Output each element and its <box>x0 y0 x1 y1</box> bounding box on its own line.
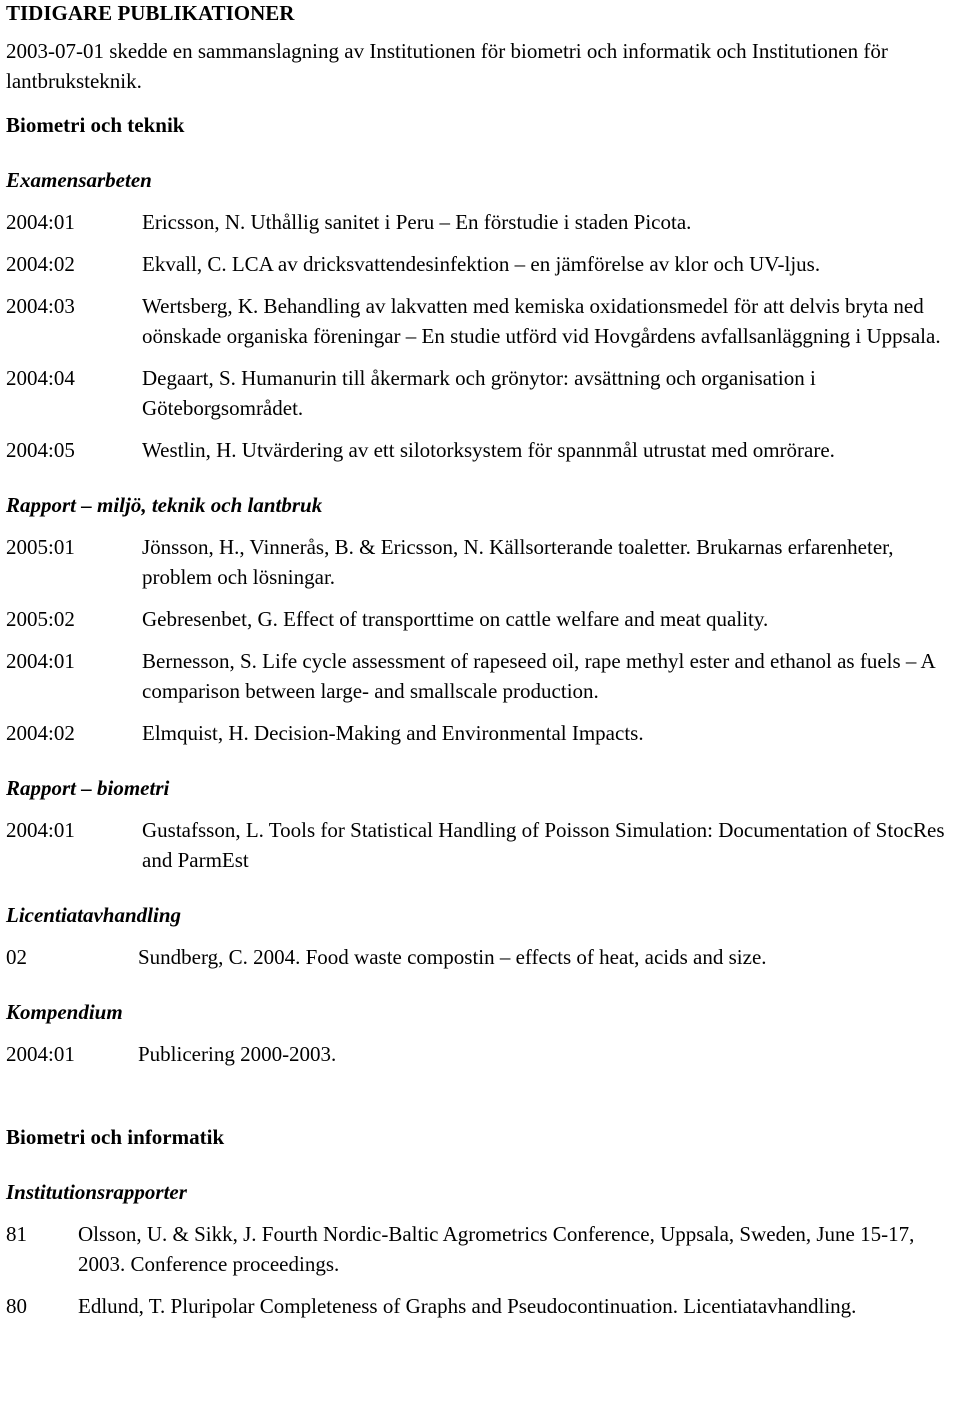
entry-code: 2004:01 <box>6 1042 75 1066</box>
subsection-heading-examensarbeten: Examensarbeten <box>6 168 152 192</box>
entry-text: Publicering 2000-2003. <box>138 1042 337 1066</box>
list-item <box>6 1039 960 1069</box>
list-item <box>6 1291 960 1321</box>
intro-paragraph: 2003-07-01 skedde en sammanslagning av Institutionen för biometri och informatik och Institutionen för lantbruksteknik. <box>6 39 888 93</box>
subsection-heading-kompendium: Kompendium <box>6 1000 123 1024</box>
list-item <box>6 435 960 465</box>
entry-text: Jönsson, H., Vinnerås, B. & Ericsson, N. Källsorterande toaletter. Brukarnas erfarenheter, problem och lösningar. <box>142 535 894 589</box>
subsection-heading-rapport-biometri: Rapport – biometri <box>6 776 170 800</box>
entry-text: Sundberg, C. 2004. Food waste compostin – effects of heat, acids and size. <box>138 945 767 969</box>
entry-code: 2005:02 <box>6 607 75 631</box>
subsection-heading-institutionsrapporter: Institutionsrapporter <box>6 1180 187 1204</box>
list-item <box>6 718 960 748</box>
entry-code: 2004:01 <box>6 210 75 234</box>
entry-text: Wertsberg, K. Behandling av lakvatten med kemiska oxidationsmedel för att delvis bryta ned oönskade organiska föreningar – En studie utförd vid Hovgårdens avfallsanläggning i Uppsala. <box>142 294 941 348</box>
entry-text: Gustafsson, L. Tools for Statistical Handling of Poisson Simulation: Documentation of StocRes and ParmEst <box>142 818 945 872</box>
entry-code: 2004:02 <box>6 252 75 276</box>
entry-text: Bernesson, S. Life cycle assessment of rapeseed oil, rape methyl ester and ethanol as fuels – A comparison between large- and smallscale production. <box>142 649 935 703</box>
entry-code: 2004:01 <box>6 649 75 673</box>
entry-text: Degaart, S. Humanurin till åkermark och grönytor: avsättning och organisation i Göteborgsområdet. <box>142 366 816 420</box>
list-item <box>6 207 960 237</box>
entry-text: Westlin, H. Utvärdering av ett silotorksystem för spannmål utrustat med omrörare. <box>142 438 835 462</box>
list-item <box>6 646 960 706</box>
entry-text: Elmquist, H. Decision-Making and Environmental Impacts. <box>142 721 644 745</box>
list-item <box>6 815 960 875</box>
subsection-heading-rapport-miljo-teknik-lantbruk: Rapport – miljö, teknik och lantbruk <box>6 493 323 517</box>
entry-code: 2005:01 <box>6 535 75 559</box>
entry-code: 02 <box>6 945 27 969</box>
entry-text: Edlund, T. Pluripolar Completeness of Graphs and Pseudocontinuation. Licentiatavhandling. <box>78 1294 857 1318</box>
list-item <box>6 532 960 592</box>
page-title: TIDIGARE PUBLIKATIONER <box>6 1 295 25</box>
entry-text: Ericsson, N. Uthållig sanitet i Peru – En förstudie i staden Picota. <box>142 210 692 234</box>
entry-code: 81 <box>6 1222 27 1246</box>
entry-code: 80 <box>6 1294 27 1318</box>
list-item <box>6 249 960 279</box>
list-item <box>6 942 960 972</box>
section-heading-biometri-och-informatik: Biometri och informatik <box>6 1125 225 1149</box>
list-item <box>6 1219 960 1279</box>
list-item <box>6 291 960 351</box>
entry-text: Gebresenbet, G. Effect of transporttime on cattle welfare and meat quality. <box>142 607 769 631</box>
entry-code: 2004:01 <box>6 818 75 842</box>
list-item <box>6 604 960 634</box>
subsection-heading-licentiatavhandling: Licentiatavhandling <box>6 903 182 927</box>
entry-code: 2004:04 <box>6 366 75 390</box>
entry-text: Ekvall, C. LCA av dricksvattendesinfektion – en jämförelse av klor och UV-ljus. <box>142 252 821 276</box>
list-item <box>6 363 960 423</box>
entry-code: 2004:03 <box>6 294 75 318</box>
document-page <box>6 0 960 1321</box>
entry-code: 2004:05 <box>6 438 75 462</box>
entry-text: Olsson, U. & Sikk, J. Fourth Nordic-Baltic Agrometrics Conference, Uppsala, Sweden, June 15-17, 2003. Conference proceedings. <box>78 1222 915 1276</box>
entry-code: 2004:02 <box>6 721 75 745</box>
section-heading-biometri-och-teknik: Biometri och teknik <box>6 113 185 137</box>
